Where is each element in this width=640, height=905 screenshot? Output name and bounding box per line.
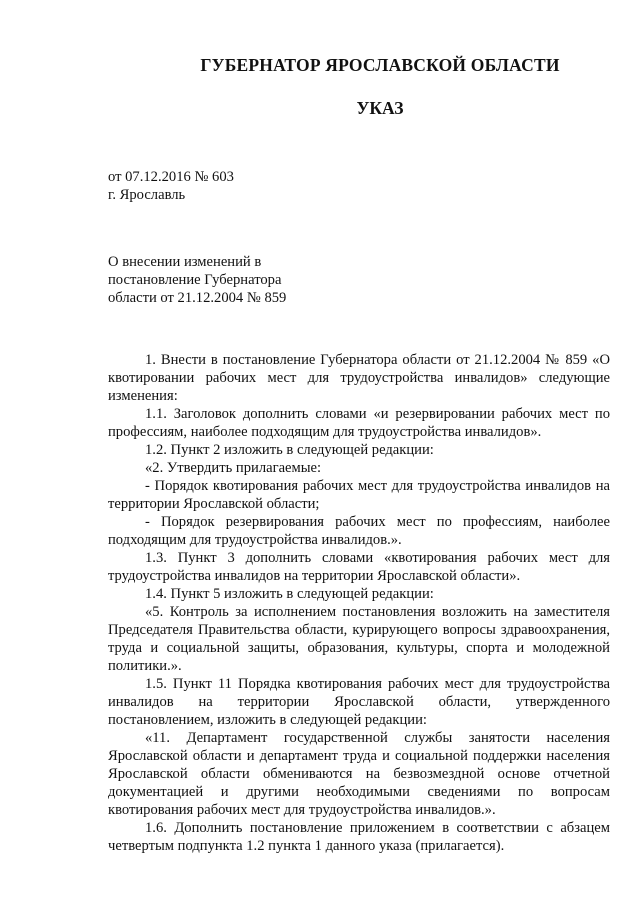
paragraph-quote-11: «11. Департамент государственной службы занятости населения Ярославской области и департамент труда и социальной поддержки населения Ярославской области обмениваются на безвозмездной основе отчетной документацией и другими необходимыми сведениями по вопросам квотирования рабочих мест для трудоустройства инвалидов.». [108,730,610,818]
document-subject [108,253,368,307]
subject-line: постановление Губернатора [108,272,282,288]
paragraph-list-item: - Порядок резервирования рабочих мест по профессиям, наиболее подходящим для трудоустройства инвалидов.». [108,514,610,548]
document-body [108,351,610,855]
subject-line: области от 21.12.2004 № 859 [108,290,287,306]
paragraph-1-4: 1.4. Пункт 5 изложить в следующей редакции: [145,586,434,602]
paragraph-quote-5: «5. Контроль за исполнением постановления возложить на заместителя Председателя Правительства области, курирующего вопросы здравоохранения, труда и социальной защиты, образования, культуры, спорта и молодежной политики.». [108,604,610,674]
paragraph-list-item: - Порядок квотирования рабочих мест для трудоустройства инвалидов на территории Ярославской области; [108,478,610,512]
paragraph-quote-2: «2. Утвердить прилагаемые: [145,460,322,476]
paragraph-1: 1. Внести в постановление Губернатора области от 21.12.2004 № 859 «О квотировании рабочих мест для трудоустройства инвалидов» следующие изменения: [108,352,610,404]
paragraph-1-5: 1.5. Пункт 11 Порядка квотирования рабочих мест для трудоустройства инвалидов на территории Ярославской области, утвержденного постановлением, изложить в следующей редакции: [108,676,610,728]
paragraph-1-2: 1.2. Пункт 2 изложить в следующей редакции: [145,442,434,458]
subject-line: О внесении изменений в [108,254,262,270]
document-city: г. Ярославль [108,187,186,203]
paragraph-1-1: 1.1. Заголовок дополнить словами «и резервировании рабочих мест по профессиям, наиболее подходящим для трудоустройства инвалидов». [108,406,610,440]
paragraph-1-6: 1.6. Дополнить постановление приложением в соответствии с абзацем четвертым подпункта 1.2 пункта 1 данного указа (прилагается). [108,820,610,854]
document-header-title: ГУБЕРНАТОР ЯРОСЛАВСКОЙ ОБЛАСТИ [200,55,560,75]
document-type: УКАЗ [356,98,404,118]
document-date-number: от 07.12.2016 № 603 [108,169,234,185]
paragraph-1-3: 1.3. Пункт 3 дополнить словами «квотирования рабочих мест для трудоустройства инвалидов на территории Ярославской области». [108,550,610,584]
